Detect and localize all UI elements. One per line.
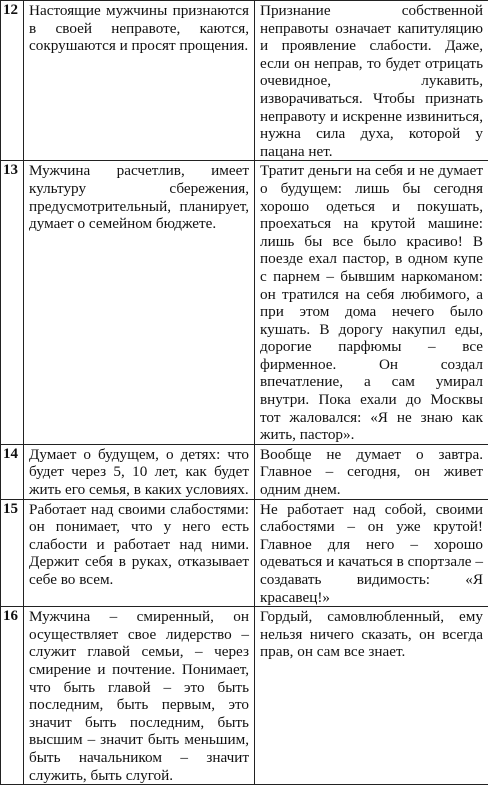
table-row (1, 499, 488, 607)
man-trait-cell: Мужчина расчетлив, имеет культуру сбережения, предусмотрительный, планирует, думает о семейном бюджете. (24, 161, 255, 445)
boy-trait-cell: Не работает над собой, своими слабостями – он уже крутой! Главное для него – хорошо одеваться и качаться в спортзале – создавать видимость: «Я красавец!» (255, 499, 488, 607)
man-trait-cell: Работает над своими слабостями: он понимает, что у него есть слабости и работает над ними. Держит себя в руках, отказывает себе во всем. (24, 499, 255, 607)
row-number: 15 (1, 499, 24, 607)
boy-trait-cell: Признание собственной неправоты означает капитуляцию и проявление слабости. Даже, если он неправ, то будет отрицать очевидное, лукавить, изворачиваться. Чтобы признать неправоту и искренне извиниться, нужна сила духа, которой у пацана нет. (255, 1, 488, 161)
table-row (1, 444, 488, 499)
table-row (1, 1, 488, 161)
row-number: 14 (1, 444, 24, 499)
table-row (1, 607, 488, 785)
row-number: 13 (1, 161, 24, 445)
row-number: 16 (1, 607, 24, 785)
row-number: 12 (1, 1, 24, 161)
boy-trait-cell: Тратит деньги на себя и не думает о будущем: лишь бы сегодня хорошо одеться и покушать, проехаться на крутой машине: лишь бы все было красиво! В поезде ехал пастор, в одном купе с парнем – бывшим наркоманом: он тратился на себя любимого, а при этом дома нечего было кушать. В дорогу накупил еды, дорогие парфюмы – все фирменное. Он создал впечатление, а сам умирал внутри. Пока ехали до Москвы тот жаловался: «Я не знаю как жить, пастор». (255, 161, 488, 445)
man-trait-cell: Думает о будущем, о детях: что будет через 5, 10 лет, как будет жить его семья, в каких условиях. (24, 444, 255, 499)
boy-trait-cell: Гордый, самовлюбленный, ему нельзя ничего сказать, он всегда прав, он сам все знает. (255, 607, 488, 785)
man-trait-cell: Мужчина – смиренный, он осуществляет свое лидерство – служит главой семьи, – через смирение и почтение. Понимает, что быть главой – это быть последним, быть первым, это значит быть последним, быть высшим – значит быть меньшим, быть начальником – значит служить, быть слугой. (24, 607, 255, 785)
boy-trait-cell: Вообще не думает о завтра. Главное – сегодня, он живет одним днем. (255, 444, 488, 499)
table-row (1, 161, 488, 445)
man-trait-cell: Настоящие мужчины признаются в своей неправоте, каются, сокрушаются и просят прощения. (24, 1, 255, 161)
